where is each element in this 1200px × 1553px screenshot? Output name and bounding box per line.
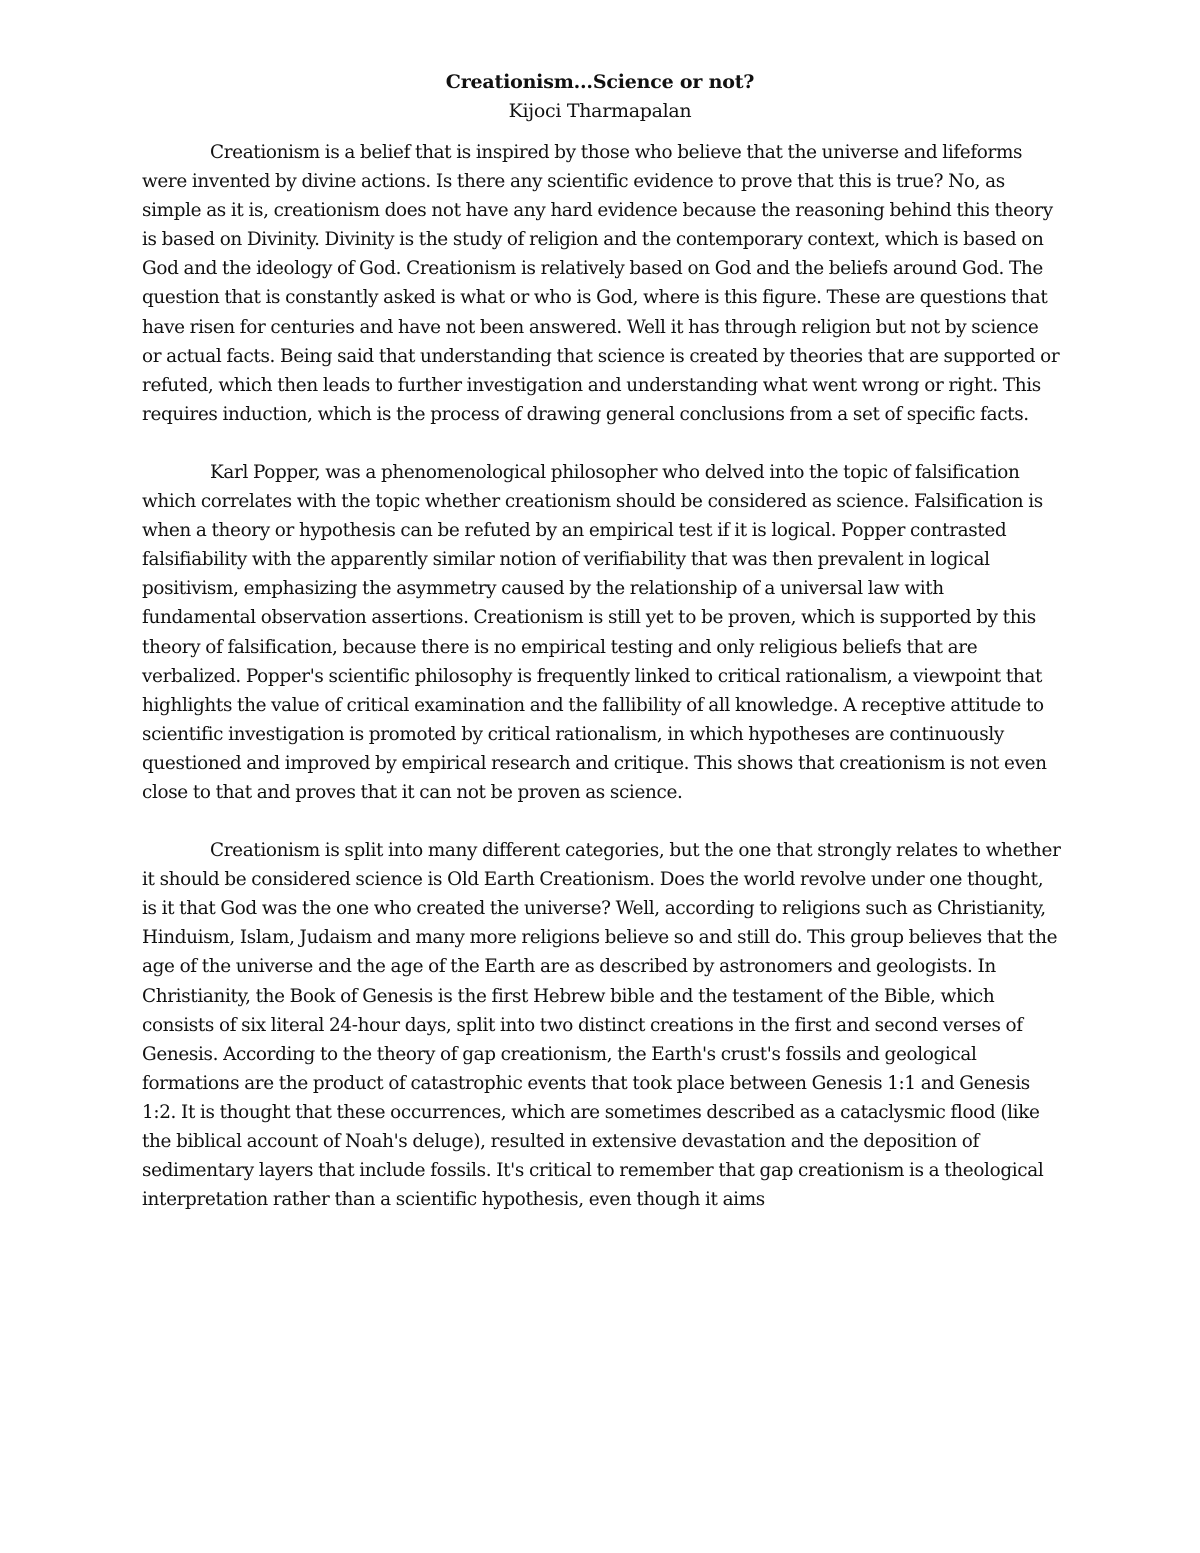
paragraph-2: Karl Popper, was a phenomenological philosopher who delved into the topic of falsification which correlates with the topic whether creationism should be considered as science. Falsification is when a theory or hypothesis can be refuted by an empirical test if it is logical. Popper contrasted falsifiability with the apparently similar notion of verifiability that was then prevalent in logical positivism, emphasizing the asymmetry caused by the relationship of a universal law with fundamental observation assertions. Creationism is still yet to be proven, which is supported by this theory of falsification, because there is no empirical testing and only religious beliefs that are verbalized. Popper's scientific philosophy is frequently linked to critical rationalism, a viewpoint that highlights the value of critical examination and the fallibility of all knowledge. A receptive attitude to scientific investigation is promoted by critical rationalism, in which hypotheses are continuously questioned and improved by empirical research and critique. This shows that creationism is not even close to that and proves that it can not be proven as science. (142, 461, 1047, 803)
paragraph-3: Creationism is split into many different categories, but the one that strongly relates to whether it should be considered science is Old Earth Creationism. Does the world revolve under one thought, is it that God was the one who created the universe? Well, according to religions such as Christianity, Hinduism, Islam, Judaism and many more religions believe so and still do. This group believes that the age of the universe and the age of the Earth are as described by astronomers and geologists. In Christianity, the Book of Genesis is the first Hebrew bible and the testament of the Bible, which consists of six literal 24-hour days, split into two distinct creations in the first and second verses of Genesis. According to the theory of gap creationism, the Earth's crust's fossils and geological formations are the product of catastrophic events that took place between Genesis 1:1 and Genesis 1:2. It is thought that these occurrences, which are sometimes described as a cataclysmic flood (like the biblical account of Noah's deluge), resulted in extensive devastation and the deposition of sedimentary layers that include fossils. It's critical to remember that gap creationism is a theological interpretation rather than a scientific hypothesis, even though it aims (142, 840, 1061, 1211)
document-body (142, 138, 1062, 1214)
paragraph-1: Creationism is a belief that is inspired by those who believe that the universe and lifeforms were invented by divine actions. Is there any scientific evidence to prove that this is true? No, as simple as it is, creationism does not have any hard evidence because the reasoning behind this theory is based on Divinity. Divinity is the study of religion and the contemporary context, which is based on God and the ideology of God. Creationism is relatively based on God and the beliefs around God. The question that is constantly asked is what or who is God, where is this figure. These are questions that have risen for centuries and have not been answered. Well it has through religion but not by science or actual facts. Being said that understanding that science is created by theories that are supported or refuted, which then leads to further investigation and understanding what went wrong or right. This requires induction, which is the process of drawing general conclusions from a set of specific facts. (142, 142, 1060, 425)
document-header (0, 68, 1200, 126)
document-title: Creationism...Science or not? (445, 71, 755, 93)
document-author: Kijoci Tharmapalan (508, 100, 692, 122)
